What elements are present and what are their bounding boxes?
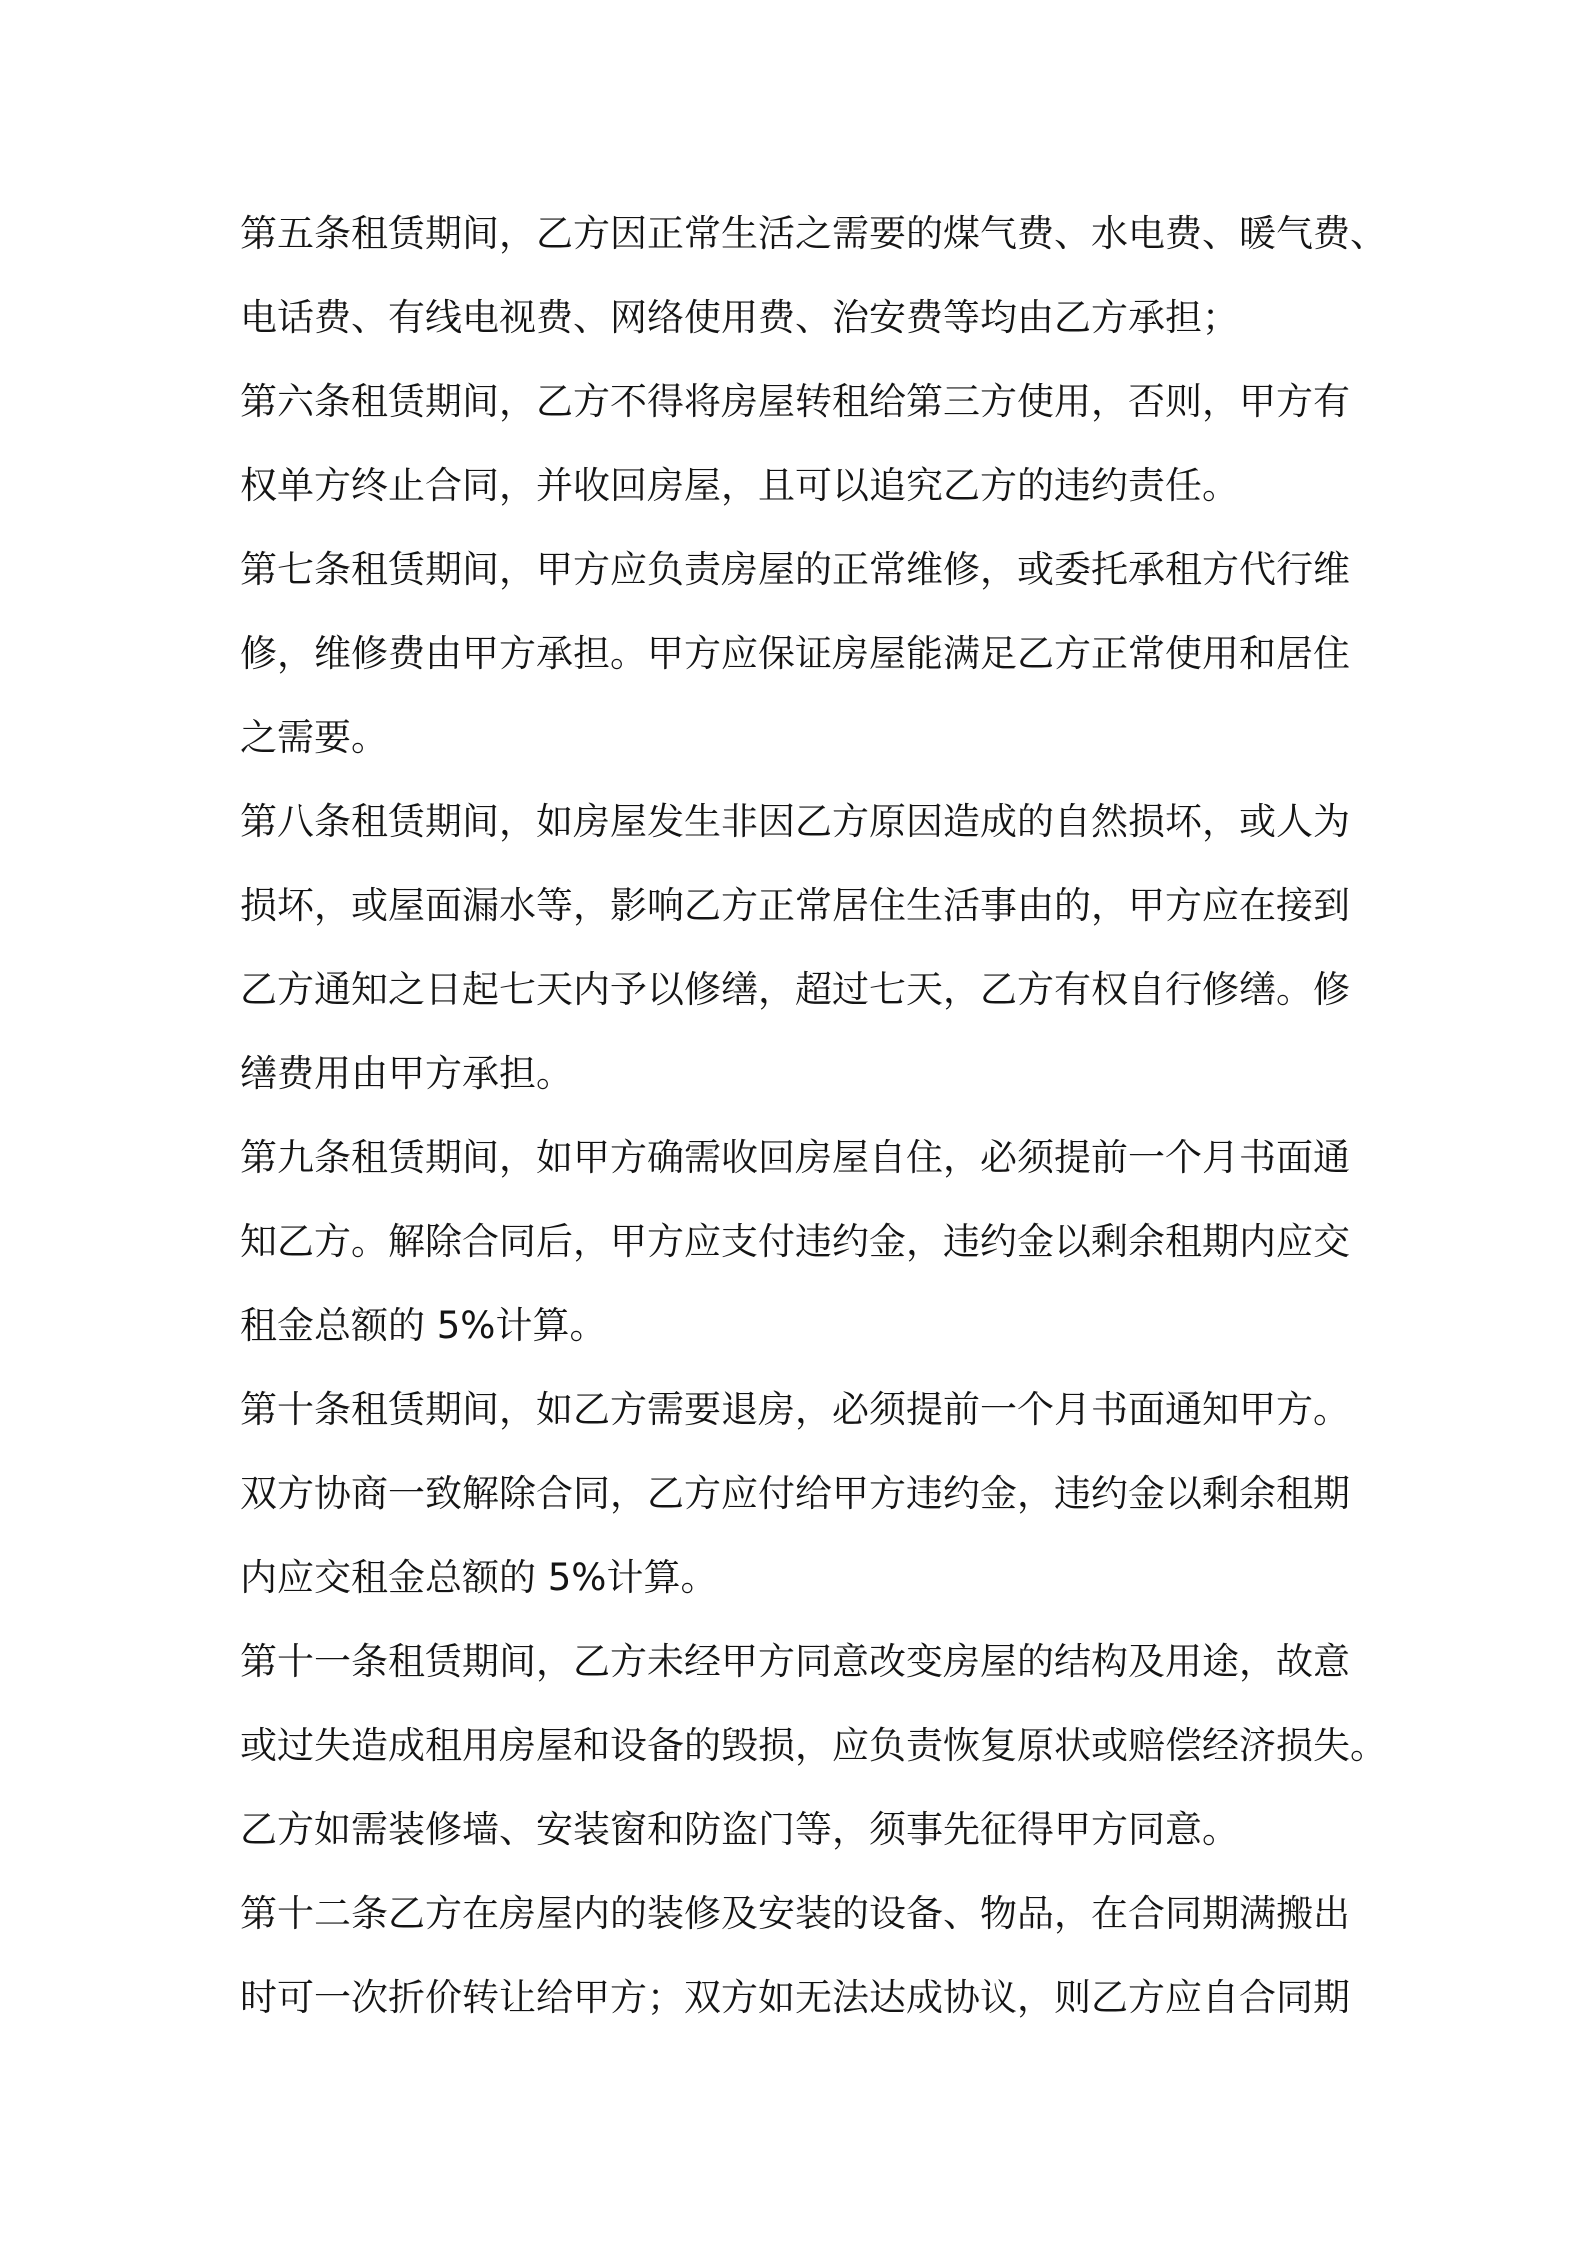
document-body xyxy=(240,192,1387,2040)
text-line: 之需要。 xyxy=(240,716,388,759)
text-line: 或过失造成租用房屋和设备的毁损，应负责恢复原状或赔偿经济损失。 xyxy=(240,1724,1387,1767)
text-line: 第九条租赁期间，如甲方确需收回房屋自住，必须提前一个月书面通 xyxy=(240,1136,1350,1179)
text-line: 时可一次折价转让给甲方；双方如无法达成协议，则乙方应自合同期 xyxy=(240,1976,1350,2019)
text-line: 第十条租赁期间，如乙方需要退房，必须提前一个月书面通知甲方。 xyxy=(240,1388,1350,1431)
text-line: 知乙方。解除合同后，甲方应支付违约金，违约金以剩余租期内应交 xyxy=(240,1220,1350,1263)
text-line: 第八条租赁期间，如房屋发生非因乙方原因造成的自然损坏，或人为 xyxy=(240,800,1350,843)
text-line: 缮费用由甲方承担。 xyxy=(240,1052,573,1095)
text-line: 第七条租赁期间，甲方应负责房屋的正常维修，或委托承租方代行维 xyxy=(240,548,1350,591)
text-line: 电话费、有线电视费、网络使用费、治安费等均由乙方承担； xyxy=(240,296,1239,339)
text-line: 租金总额的 5%计算。 xyxy=(240,1304,607,1347)
text-line: 第十一条租赁期间，乙方未经甲方同意改变房屋的结构及用途，故意 xyxy=(240,1640,1350,1683)
text-line: 双方协商一致解除合同，乙方应付给甲方违约金，违约金以剩余租期 xyxy=(240,1472,1350,1515)
text-line: 乙方如需装修墙、安装窗和防盗门等，须事先征得甲方同意。 xyxy=(240,1808,1239,1851)
text-line: 第六条租赁期间，乙方不得将房屋转租给第三方使用，否则，甲方有 xyxy=(240,380,1350,423)
text-line: 第五条租赁期间，乙方因正常生活之需要的煤气费、水电费、暖气费、 xyxy=(240,212,1387,255)
text-line: 乙方通知之日起七天内予以修缮，超过七天，乙方有权自行修缮。修 xyxy=(240,968,1350,1011)
text-line: 第十二条乙方在房屋内的装修及安装的设备、物品，在合同期满搬出 xyxy=(240,1892,1350,1935)
text-line: 权单方终止合同，并收回房屋，且可以追究乙方的违约责任。 xyxy=(240,464,1239,507)
text-line: 损坏，或屋面漏水等，影响乙方正常居住生活事由的，甲方应在接到 xyxy=(240,884,1350,927)
text-line: 内应交租金总额的 5%计算。 xyxy=(240,1556,718,1599)
text-line: 修，维修费由甲方承担。甲方应保证房屋能满足乙方正常使用和居住 xyxy=(240,632,1350,675)
